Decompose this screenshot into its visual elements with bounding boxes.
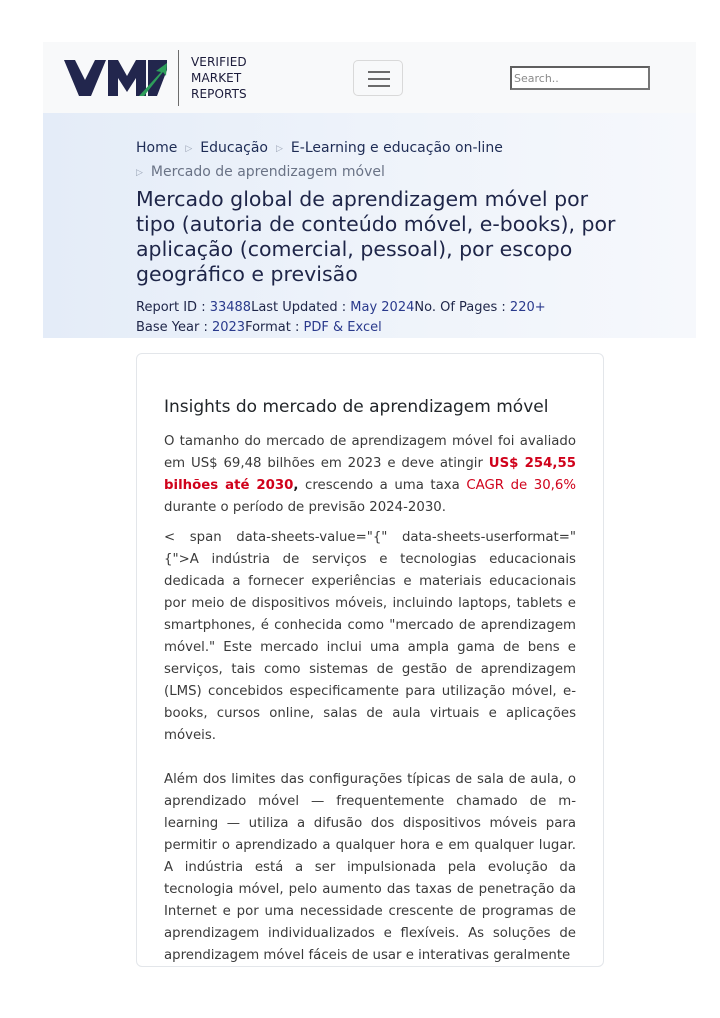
cagr-value: CAGR de 30,6% — [466, 478, 576, 493]
mlearning-paragraph: Além dos limites das configurações típicas de sala de aula, o aprendizado móvel — frequentemente chamado de m-learning — utiliza a difusão dos dispositivos móveis para permitir o aprendizado a qualquer hora e em qualquer lugar. A indústria está a ser impulsionada pela evolução da tecnologia móvel, pelo aumento das taxas de penetração da Internet e por uma necessidade crescente de programas de aprendizagem individualizados e flexíveis. As soluções de aprendizagem móvel fáceis de usar e interativas geralmente — [164, 772, 576, 963]
triangle-right-icon: ▷ — [136, 168, 143, 178]
report-id-value: 33488 — [209, 300, 252, 315]
last-updated-label: Last Updated : — [251, 300, 351, 315]
breadcrumb-home[interactable]: Home — [136, 140, 178, 156]
report-meta — [136, 298, 546, 338]
industry-description-paragraph: < span data-sheets-value="{" data-sheets-userformat="{">A indústria de serviços e tecnologias educacionais dedicada a fornecer experiências e materiais educacionais por meio de dispositivos móveis, incluindo laptops, tablets e smartphones, é conhecida como "mercado de aprendizagem móvel." Este mercado inclui uma ampla gama de bens e serviços, tais como sistemas de gestão de aprendizagem (LMS) concebidos especificamente para utilização móvel, e-books, cursos online, salas de aula virtuais e aplicações móveis. — [164, 530, 576, 743]
market-size-paragraph — [164, 431, 576, 519]
logo-text — [191, 54, 271, 102]
triangle-right-icon: ▷ — [276, 144, 283, 154]
last-updated-value: May 2024 — [350, 300, 415, 315]
logo-divider — [178, 50, 179, 106]
page-title: Mercado global de aprendizagem móvel por tipo (autoria de conteúdo móvel, e-books), por aplicação (comercial, pessoal), por escopo geográfico e previsão — [136, 187, 616, 286]
menu-toggle-button[interactable] — [353, 60, 403, 96]
logo-line-verified: VERIFIED — [191, 55, 247, 69]
format-label: Format : — [245, 320, 304, 335]
forecast-value: US$ 254,55 bilhões até 2030 — [164, 456, 576, 493]
format-value: PDF & Excel — [303, 320, 382, 335]
navbar — [43, 42, 696, 113]
logo-line-market: MARKET — [191, 71, 242, 85]
base-year-label: Base Year : — [136, 320, 212, 335]
logo-line-reports: REPORTS — [191, 87, 247, 101]
report-hero — [43, 113, 696, 338]
search-input[interactable] — [510, 66, 650, 90]
base-year-value: 2023 — [211, 320, 246, 335]
breadcrumb-elearning[interactable]: E-Learning e educação on-line — [290, 140, 503, 156]
pages-label: No. Of Pages : — [414, 300, 510, 315]
hamburger-icon — [368, 71, 390, 73]
report-id-label: Report ID : — [136, 300, 210, 315]
breadcrumb-current: Mercado de aprendizagem móvel — [150, 164, 385, 180]
report-content-card — [136, 353, 604, 967]
section-title: Insights do mercado de aprendizagem móvel — [164, 397, 549, 417]
forecast-period-text: durante o período de previsão 2024-2030. — [164, 500, 446, 515]
triangle-right-icon: ▷ — [185, 144, 193, 154]
growth-text: crescendo a uma taxa — [298, 478, 467, 493]
pages-value: 220+ — [509, 300, 546, 315]
breadcrumb — [136, 137, 596, 185]
vmr-logo-icon — [64, 60, 167, 96]
market-size-text: O tamanho do mercado de aprendizagem móvel foi avaliado em US$ 69,48 bilhões em 2023 e deve atingir — [164, 434, 576, 471]
report-content — [164, 395, 576, 967]
breadcrumb-education[interactable]: Educação — [200, 140, 268, 156]
forecast-comma: , — [293, 478, 299, 493]
